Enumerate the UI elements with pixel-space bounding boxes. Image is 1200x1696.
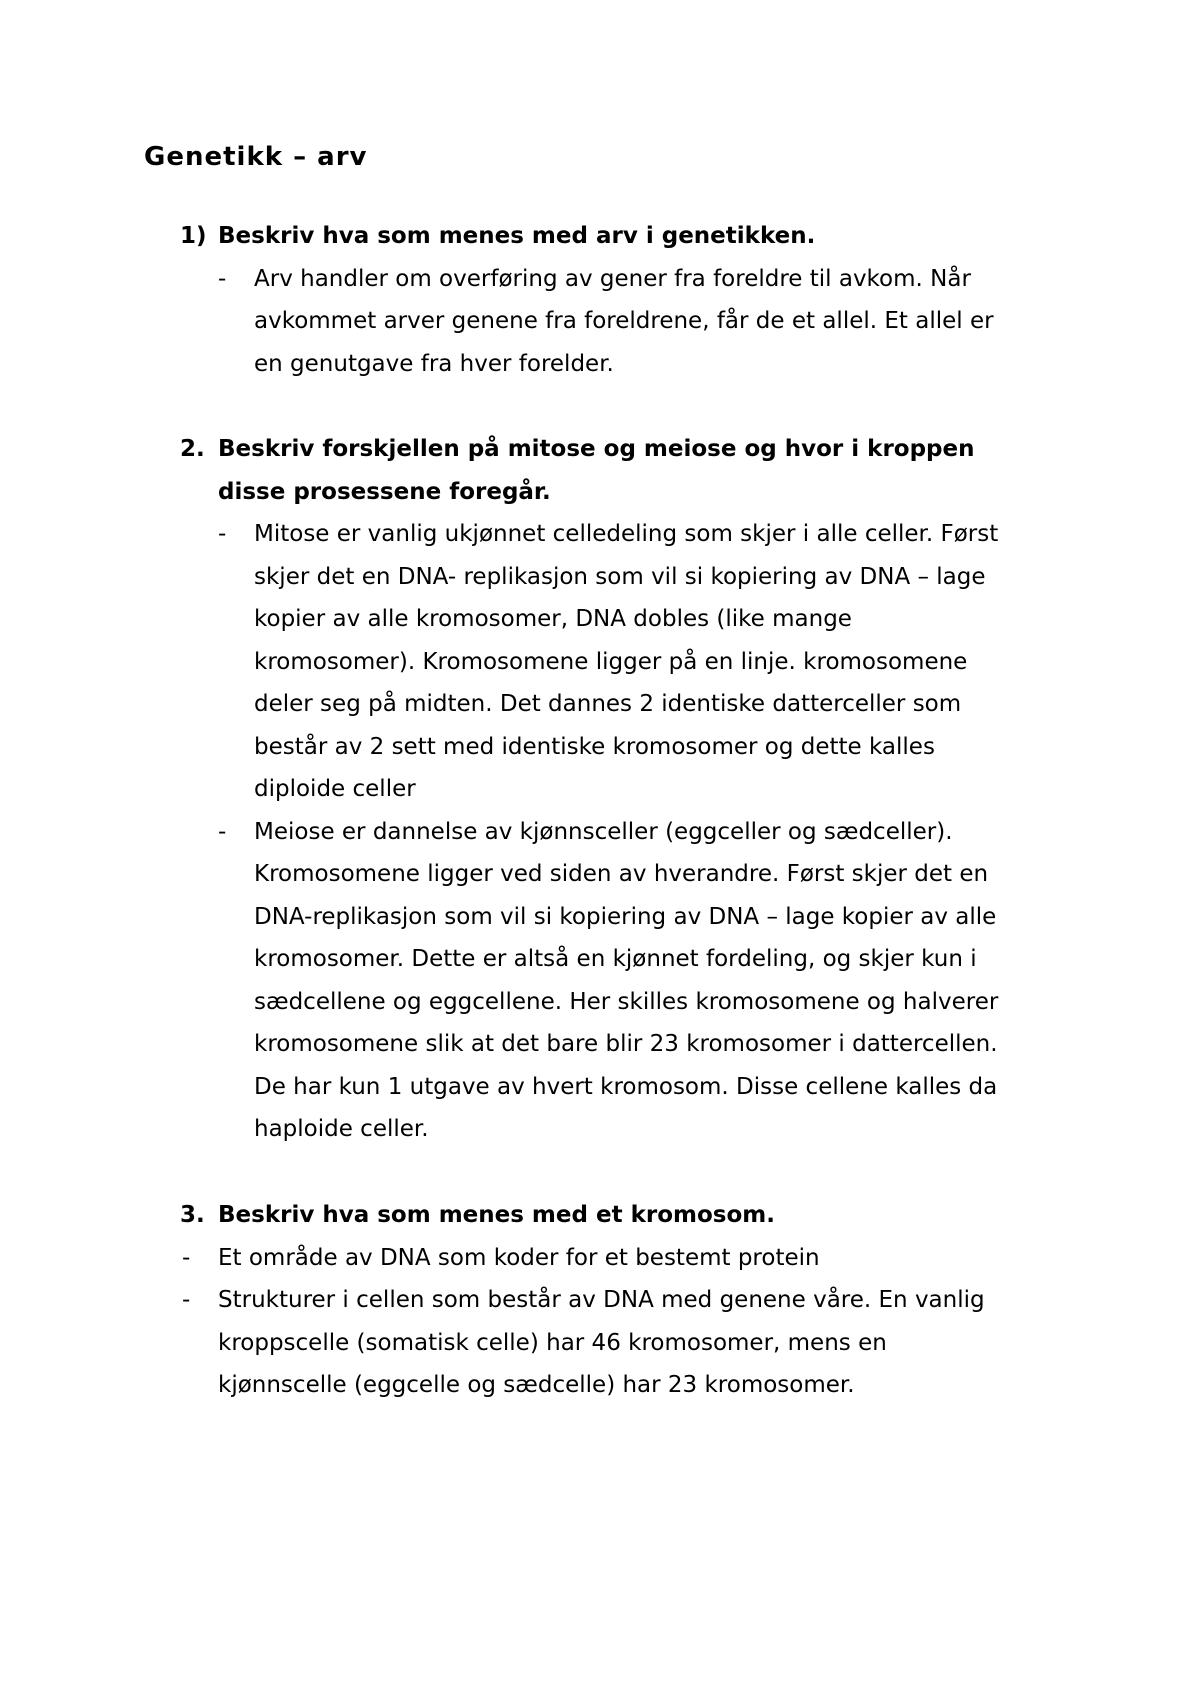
question-line: disse prosessene foregår. xyxy=(218,478,551,505)
answer-line: en genutgave fra hver forelder. xyxy=(254,350,614,377)
answer-line: består av 2 sett med identiske kromosomer og dette kalles xyxy=(254,733,935,760)
answer-item xyxy=(0,258,1200,386)
question-2 xyxy=(0,428,1200,513)
bullet-dash: - xyxy=(182,1287,191,1313)
answer-line: skjer det en DNA- replikasjon som vil si kopiering av DNA – lage xyxy=(254,563,986,590)
question-number: 2. xyxy=(180,436,205,462)
question-number: 1) xyxy=(180,223,207,249)
answer-line: kromosomer). Kromosomene ligger på en linje. kromosomene xyxy=(254,648,968,675)
answer-line: DNA-replikasjon som vil si kopiering av DNA – lage kopier av alle xyxy=(254,903,997,930)
answer-text xyxy=(254,811,1060,1151)
bullet-dash: - xyxy=(218,265,227,292)
answer-line: sædcellene og eggcellene. Her skilles kromosomene og halverer xyxy=(254,988,999,1015)
section-1 xyxy=(0,215,1200,385)
answer-line: Kromosomene ligger ved siden av hverandre. Først skjer det en xyxy=(254,861,989,887)
answer-line: kromosomene slik at det bare blir 23 kromosomer i dattercellen. xyxy=(254,1031,998,1057)
question-text xyxy=(218,428,1058,513)
answer-line: diploide celler xyxy=(254,776,416,802)
answer-item xyxy=(0,1279,1200,1407)
answer-line: Strukturer i cellen som består av DNA med genene våre. En vanlig xyxy=(218,1287,985,1313)
document-title: Genetikk – arv xyxy=(144,142,368,172)
answer-line: Et område av DNA som koder for et bestemt protein xyxy=(218,1244,820,1271)
answer-text xyxy=(254,258,1060,386)
answer-text xyxy=(254,513,1060,811)
answer-line: Arv handler om overføring av gener fra foreldre til avkom. Når xyxy=(254,265,971,292)
answer-line: kroppscelle (somatisk celle) har 46 kromosomer, mens en xyxy=(218,1329,887,1356)
answer-line: deler seg på midten. Det dannes 2 identiske datterceller som xyxy=(254,691,962,717)
answer-line: kopier av alle kromosomer, DNA dobles (like mange xyxy=(254,606,852,632)
answer-line: De har kun 1 utgave av hvert kromosom. Disse cellene kalles da xyxy=(254,1073,998,1100)
bullet-dash: - xyxy=(218,818,227,845)
section-3 xyxy=(0,1194,1200,1407)
answer-line: kjønnscelle (eggcelle og sædcelle) har 23 kromosomer. xyxy=(218,1372,855,1398)
answer-line: haploide celler. xyxy=(254,1116,429,1142)
question-3 xyxy=(0,1194,1200,1237)
answer-line: Mitose er vanlig ukjønnet celledeling som skjer i alle celler. Først xyxy=(254,521,999,547)
answer-item xyxy=(0,811,1200,1151)
section-2 xyxy=(0,428,1200,1151)
bullet-dash: - xyxy=(182,1244,191,1271)
question-number: 3. xyxy=(180,1202,205,1228)
question-1 xyxy=(0,215,1200,258)
answer-line: kromosomer. Dette er altså en kjønnet fordeling, og skjer kun i xyxy=(254,946,977,972)
answer-line: Meiose er dannelse av kjønnsceller (eggceller og sædceller). xyxy=(254,818,953,845)
answer-item xyxy=(0,513,1200,811)
answer-item xyxy=(0,1237,1200,1280)
answer-line: avkommet arver genene fra foreldrene, får de et allel. Et allel er xyxy=(254,308,994,334)
answer-text xyxy=(218,1237,1060,1280)
question-line: Beskriv forskjellen på mitose og meiose og hvor i kroppen xyxy=(218,436,975,462)
bullet-dash: - xyxy=(218,521,227,547)
answer-text xyxy=(218,1279,1060,1407)
question-text: Beskriv hva som menes med et kromosom. xyxy=(218,1202,775,1228)
question-text: Beskriv hva som menes med arv i genetikken. xyxy=(218,223,816,249)
